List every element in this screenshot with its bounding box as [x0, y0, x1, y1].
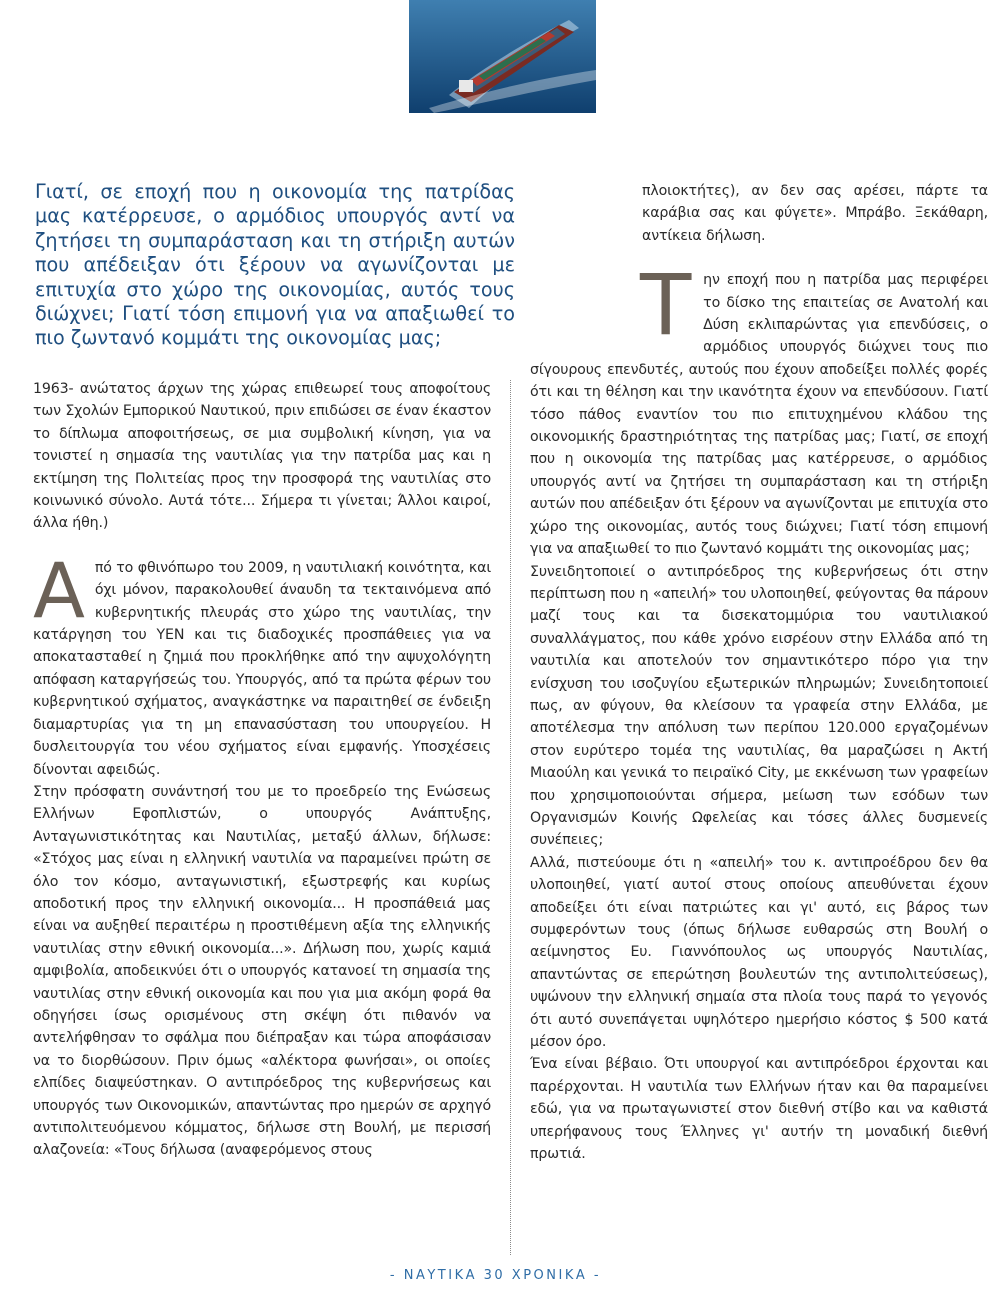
- ship-illustration: [409, 0, 596, 113]
- drop-cap: Α: [33, 545, 85, 635]
- pull-quote: Γιατί, σε εποχή που η οικονομία της πατρίδας μας κατέρρευσε, ο αρμόδιος υπουργός αντί να ζητήσει τη συμπαράσταση και τη στήριξη αυτών που απέδειξαν ότι ξέρουν να αγωνίζονται με επιτυχία στο χώρο της οικονομίας, αυτός τους διώχνει; Γιατί τόση επιμονή για να απαξιωθεί το πιο ζωντανό κομμάτι της οικονομίας μας;: [35, 180, 515, 350]
- container-ship-photo: [409, 0, 596, 113]
- paragraph: [530, 256, 988, 560]
- page-footer: - ΝΑΥΤΙΚΑ 30 ΧΡΟΝΙΚΑ -: [389, 1268, 602, 1283]
- paragraph: [33, 545, 491, 781]
- paragraph: Αλλά, πιστεύουμε ότι η «απειλή» του κ. αντιπροέδρου δεν θα υλοποιηθεί, γιατί αυτοί στους οποίους απευθύνεται έχουν αποδείξει ότι είναι πατριώτες και γι' αυτό, εις βάρος των συμφερόντων τους (όπως δήλωσε ευθαρσώς στη Βουλή ο αείμνηστος Ευ. Γιαννόπουλος ως υπουργός Ναυτιλίας, απαντώντας σε επερώτηση βουλευτών της αντιπολιτεύσεως), υψώνουν την ελληνική σημαία στα πλοία τους παρά το γεγονός ότι αυτό συνεπάγεται υψηλότερο ημερήσιο κόστος $ 500 κατά μέσον όρο.: [530, 854, 988, 1051]
- paragraph-text: ην εποχή που η πατρίδα μας περιφέρει το δίσκο της επαιτείας σε Ανατολή και Δύση εκλιπαρώντας για επενδύσεις, ο αρμόδιος υπουργός διώχνει τους πιο σίγουρους επενδυτές, αυτούς που έχουν αποδείξει πολλές φορές ότι και τη θέληση και την ικανότητα έχουν να επενδύσουν. Γιατί τόσο πάθος εναντίον του πιο επιτυχημένου κλάδου της οικονομικής δραστηριότητας της πατρίδας μας; Γιατί, σε εποχή που η οικονομία της πατρίδας μας κατέρρευσε, ο αρμόδιος υπουργός αντί να ζητήσει τη συμπαράσταση και τη στήριξη αυτών που απέδειξαν ότι ξέρουν να αγωνίζονται με επιτυχία στο χώρο της οικονομίας, αυτός τους διώχνει; Γιατί τόση επιμονή για να απαξιωθεί το πιο ζωντανό κομμάτι της οικονομίας μας;: [530, 272, 988, 558]
- column-divider: [510, 380, 511, 1255]
- right-column: [530, 180, 988, 1165]
- left-column: [33, 378, 491, 1162]
- paragraph-text: πό το φθινόπωρο του 2009, η ναυτιλιακή κοινότητα, και όχι μόνον, παρακολουθεί άναυδη τα τεκταινόμενα από κυβερνητικής πλευράς στο χώρο της ναυτιλίας, την κατάργηση του ΥΕΝ και τις διαδοχικές προσπάθειες για να αποκατασταθεί η ζημιά που προκλήθηκε από την αψυχολόγητη απόφαση καταργήσεώς του. Υπουργός, από τα πρώτα φέρων του κυβερνητικού σχήματος, αναγκάστηκε να παραιτηθεί σε ένδειξη διαμαρτυρίας για τη μη επανασύσταση του υπουργείου. Η δυσλειτουργία του νέου σχήματος είναι εμφανής. Υποσχέσεις δίνονται αφειδώς.: [33, 559, 491, 778]
- continued-paragraph: πλοιοκτήτες), αν δεν σας αρέσει, πάρτε τα καράβια σας και φύγετε». Μπράβο. Ξεκάθαρη, αντίκεια δήλωση.: [642, 183, 988, 244]
- paragraph: Ένα είναι βέβαιο. Ότι υπουργοί και αντιπρόεδροι έρχονται και παρέρχονται. Η ναυτιλία των Ελλήνων ήταν και θα παραμείνει εδώ, για να πρωταγωνιστεί στον διεθνή στίβο και να καθιστά υπερήφανους τους Έλληνες γι' αυτήν τη μοναδική διεθνή πρωτιά.: [530, 1056, 988, 1163]
- paragraph: Στην πρόσφατη συνάντησή του με το προεδρείο της Ενώσεως Ελλήνων Εφοπλιστών, ο υπουργός Ανάπτυξης, Ανταγωνιστικότητας και Ναυτιλίας, μεταξύ άλλων, δήλωσε: «Στόχος μας είναι η ελληνική ναυτιλία να παραμείνει πρώτη σε όλο τον κόσμο, ανταγωνιστική, εξωστρεφής και κυρίως αποδοτική προς την ελληνική οικονομία... Η προσπάθειά μας είναι να αυξηθεί περαιτέρω η προστιθέμενη αξία της ελληνικής ναυτιλίας στην εθνική οικονομία...». Δήλωση που, χωρίς καμιά αμφιβολία, αποδεικνύει ότι ο υπουργός κατανοεί τη σημασία της ναυτιλίας στην εθνική οικονομία και που για μια ακόμη φορά θα οδηγήσει ίσως ορισμένους στη σκέψη ότι πιθανόν να αντελήφθησαν το σφάλμα που διέπραξαν και τώρα αποφάσισαν να το διορθώσουν. Πριν όμως «αλέκτορα φωνήσαι», οι οποίες ελπίδες διαψεύστηκαν. Ο αντιπρόεδρος της κυβερνήσεως και υπουργός των Οικονομικών, απαντώντας προ ημερών σε αρχηγό αντιπολιτευόμενου κόμματος, δήλωσε στη Βουλή, με περισσή αλαζονεία: «Τους δήλωσα (αναφερόμενος στους: [33, 783, 491, 1159]
- intro-paragraph: 1963- ανώτατος άρχων της χώρας επιθεωρεί τους αποφοίτους των Σχολών Εμπορικού Ναυτικού, πριν επιδώσει σε έναν έκαστον το δίπλωμα αποφοιτήσεως, σε μια συμβολική κίνηση, για να τονιστεί η σημασία της ναυτιλίας για την πατρίδα μας και η εκτίμηση της Πολιτείας προς την προσφορά της ναυτιλίας στο κοινωνικό σύνολο. Αυτά τότε... Σήμερα τι γίνεται; Άλλοι καιροί, άλλα ήθη.): [33, 381, 491, 532]
- paragraph: Συνειδητοποιεί ο αντιπρόεδρος της κυβερνήσεως ότι στην περίπτωση που η «απειλή» του υλοποιηθεί, φεύγοντας θα πάρουν μαζί τους και τα δισεκατομμύρια του ναυτιλιακού συναλλάγματος, που κάθε χρόνο εισρέουν στην Ελλάδα από τη ναυτιλία και αποτελούν τον σημαντικότερο πόρο για την ενίσχυση του ισοζυγίου εξωτερικών πληρωμών; Συνειδητοποιεί πως, αν φύγουν, θα κλείσουν τα γραφεία στην Ελλάδα, με αποτέλεσμα την απόλυση των περίπου 120.000 εργαζομένων στον ευρύτερο τομέα της ναυτιλίας, θα μαραζώσει η Ακτή Μιαούλη και γενικά το πειραϊκό City, με εκκένωση των γραφείων που χρησιμοποιούνται σήμερα, μείωση των εσόδων των Οργανισμών Κοινής Ωφελείας και τόσες άλλες δυσμενείς συνέπειες;: [530, 563, 988, 849]
- drop-cap: Τ: [640, 256, 692, 355]
